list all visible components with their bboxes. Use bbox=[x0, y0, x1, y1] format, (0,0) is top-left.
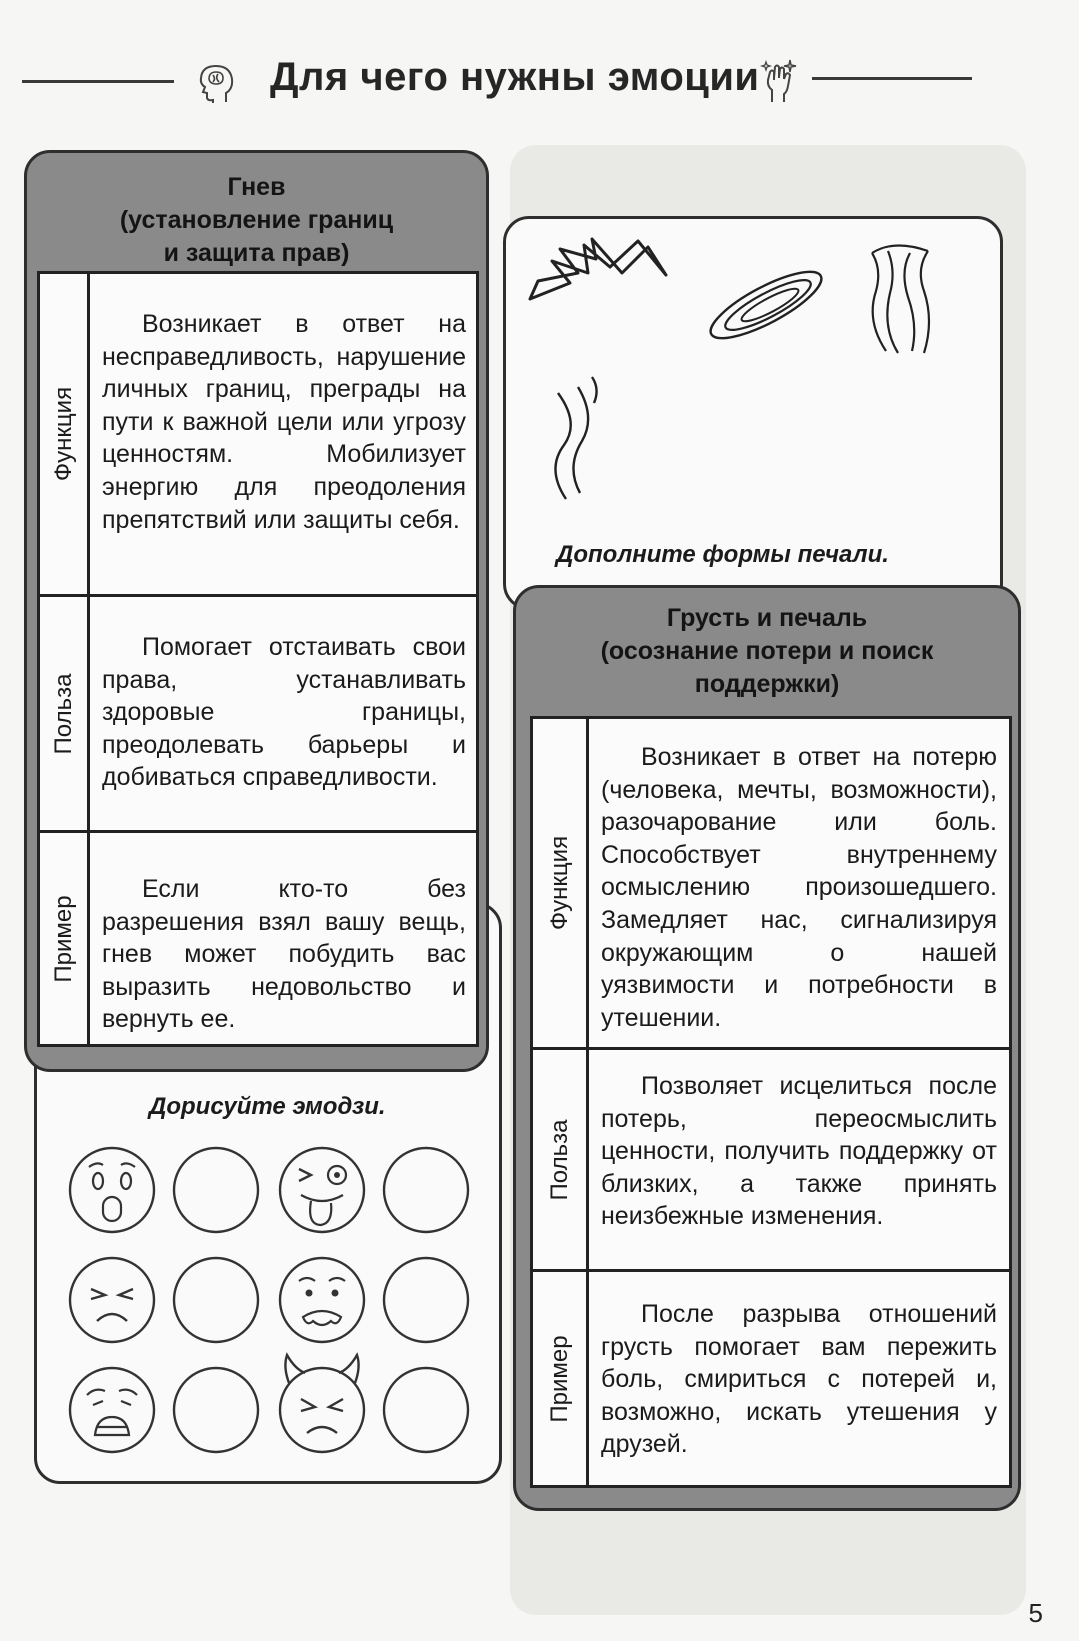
nauseated-emoji-icon bbox=[277, 1255, 367, 1345]
angry-emoji-icon bbox=[67, 1255, 157, 1345]
anger-title-line1: Гнев bbox=[227, 173, 286, 201]
anger-table bbox=[37, 271, 479, 1047]
sadness-text-function: Возникает в ответ на потерю (человека, мечты, возможности), разочарование или боль. Способствует внутреннему осмыслению произошедшего. Замедляет нас, сигнализируя окружающим о нашей уязвимости и потребности в утешении. bbox=[601, 743, 997, 1032]
header-rule-right bbox=[812, 77, 972, 80]
shocked-emoji-icon bbox=[67, 1145, 157, 1235]
blank-emoji-circle[interactable] bbox=[381, 1145, 471, 1235]
swirl-shape-drawing bbox=[694, 239, 844, 349]
anger-card bbox=[24, 150, 489, 1072]
sadness-text-example: После разрыва отношений грусть помогает вам пережить боль, смириться с потерей и, возможно, искать утешения у друзей. bbox=[601, 1300, 997, 1459]
blank-emoji-circle[interactable] bbox=[171, 1365, 261, 1455]
anger-text-example: Если кто-то без разрешения взял вашу вещь, гнев может побудить вас выразить недовольство и вернуть ее. bbox=[102, 875, 466, 1034]
page-title: Для чего нужны эмоции bbox=[270, 55, 760, 99]
sadness-label-function: Функция bbox=[533, 719, 589, 1047]
anger-text-function: Возникает в ответ на несправедливость, нарушение личных границ, преграды на пути к важной цели или угрозу ценностям. Мобилизует энергию для преодоления препятствий или защиты себя. bbox=[102, 310, 466, 534]
sadness-table bbox=[530, 716, 1012, 1488]
tongue-emoji-icon bbox=[277, 1145, 367, 1235]
emoji-caption: Дорисуйте эмодзи. bbox=[149, 1093, 386, 1120]
sadness-row-benefit bbox=[533, 1047, 1009, 1269]
sadness-label-benefit: Польза bbox=[533, 1050, 589, 1269]
anger-row-function bbox=[40, 274, 476, 594]
head-brain-icon bbox=[196, 62, 236, 106]
anger-title-line3: и защита прав) bbox=[163, 239, 350, 267]
sadness-shapes-caption: Дополните формы печали. bbox=[556, 541, 889, 568]
anger-label-example: Пример bbox=[40, 833, 90, 1044]
sadness-row-function bbox=[533, 719, 1009, 1047]
sadness-title-line2: (осознание потери и поиск bbox=[600, 637, 934, 665]
jagged-shape-drawing bbox=[524, 233, 674, 333]
anguished-emoji-icon bbox=[67, 1365, 157, 1455]
sadness-text-benefit: Позволяет исцелиться после потерь, переосмыслить ценности, получить поддержку от близких, а также принять неизбежные изменения. bbox=[601, 1072, 997, 1231]
blank-emoji-circle[interactable] bbox=[381, 1255, 471, 1345]
hair-lines-drawing bbox=[858, 241, 948, 361]
blank-emoji-circle[interactable] bbox=[171, 1145, 261, 1235]
hand-sparkle-icon bbox=[760, 56, 800, 104]
anger-label-benefit: Польза bbox=[40, 597, 90, 830]
anger-row-example bbox=[40, 830, 476, 1044]
anger-title-line2: (установление границ bbox=[119, 206, 394, 234]
sadness-title-line1: Грусть и печаль bbox=[666, 604, 868, 632]
header-rule-left bbox=[22, 80, 174, 83]
sadness-title-line3: поддержки) bbox=[694, 670, 840, 698]
sadness-shapes-card bbox=[503, 216, 1003, 610]
sadness-card bbox=[513, 585, 1021, 1511]
devil-emoji-icon bbox=[277, 1353, 367, 1455]
page-number: 5 bbox=[1028, 1598, 1043, 1628]
anger-label-function: Функция bbox=[40, 274, 90, 594]
sadness-card-title bbox=[516, 602, 1018, 701]
wavy-lines-drawing bbox=[536, 369, 606, 509]
sadness-label-example: Пример bbox=[533, 1272, 589, 1485]
blank-emoji-circle[interactable] bbox=[171, 1255, 261, 1345]
anger-text-benefit: Помогает отстаивать свои права, устанавливать здоровые границы, преодолевать барьеры и добиваться справедливости. bbox=[102, 633, 466, 792]
anger-row-benefit bbox=[40, 594, 476, 830]
anger-card-title bbox=[27, 171, 486, 270]
blank-emoji-circle[interactable] bbox=[381, 1365, 471, 1455]
sadness-row-example bbox=[533, 1269, 1009, 1485]
